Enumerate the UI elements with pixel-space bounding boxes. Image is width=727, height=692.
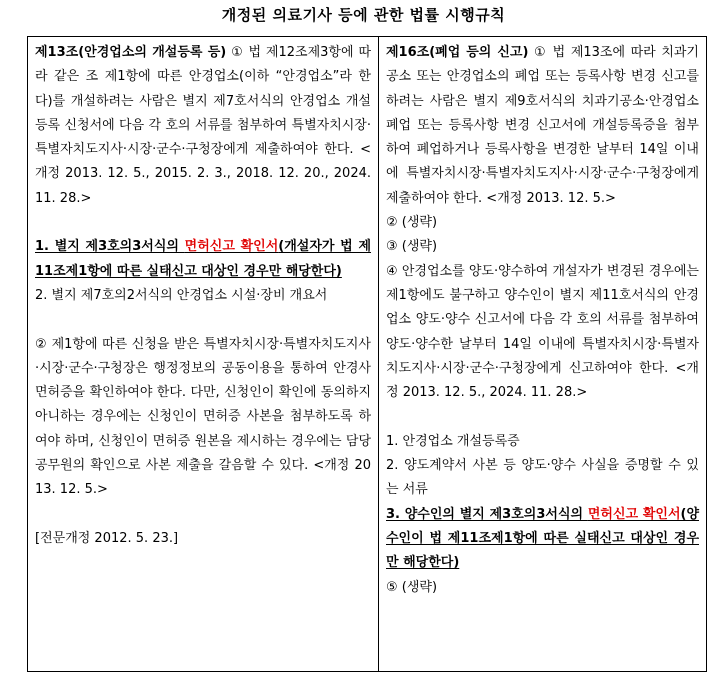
- comparison-table: [27, 36, 707, 672]
- article-13-paragraph-1: [35, 41, 371, 211]
- article-13-paragraph-1-text: ① 법 제12조제3항에 따라 같은 조 제1항에 따른 안경업소(이하 “안경업소”라 한다)를 개설하려는 사람은 별지 제7호서식의 안경업소 개설등록 신청서에 다음 각 호의 서류를 첨부하여 특별자치시장·특별자치도지사·시장·군수·구청장에게 제출하여야 한다. <개정 2013. 12. 5., 2015. 2. 3., 2018. 12. 20., 2024. 11. 28.>: [35, 45, 371, 206]
- spacer: [35, 503, 371, 527]
- article-16-paragraph-4: ④ 안경업소를 양도·양수하여 개설자가 변경된 경우에는 제1항에도 불구하고 양수인이 별지 제11호서식의 안경업소 양도·양수 신고서에 다음 각 호의 서류를 첨부하여 양도·양수한 날부터 14일 이내에 특별자치시장·특별자치도지사·시장·군수·구청장에게 신고하여야 한다. <개정 2013. 12. 5., 2024. 11. 28.>: [386, 263, 699, 401]
- spacer: [35, 308, 371, 332]
- article-13-cell: [28, 37, 379, 672]
- article-16-heading: 제16조(폐업 등의 신고): [386, 45, 529, 60]
- article-13-heading: 제13조(안경업소의 개설등록 등): [35, 45, 227, 60]
- spacer: [35, 211, 371, 235]
- article-16-paragraph-2: ② (생략): [386, 215, 438, 231]
- license-report-certificate-highlight: 면허신고 확인서: [184, 239, 279, 255]
- article-16-paragraph-1-text: ① 법 제13조에 따라 치과기공소 또는 안경업소의 폐업 또는 등록사항 변경 신고를 하려는 사람은 별지 제9호서식의 치과기공소·안경업소 폐업 또는 등록사항 변경 신고서에 개설등록증을 첨부하여 폐업하거나 등록사항을 변경한 날부터 14일 이내에 특별자치시장·특별자치도지사·시장·군수·구청장에게 제출하여야 한다. <개정 2013. 12. 5.>: [386, 45, 699, 206]
- article-16-item-1: 1. 안경업소 개설등록증: [386, 433, 520, 449]
- article-16-paragraph-5: ⑤ (생략): [386, 579, 438, 595]
- article-16-cell: [379, 37, 707, 672]
- article-16-paragraph-1: [386, 41, 699, 211]
- article-16-item-3: [386, 503, 699, 576]
- article-13-item-2: 2. 별지 제7호의2서식의 안경업소 시설·장비 개요서: [35, 287, 328, 303]
- item-3-text-a: 3. 양수인의 별지 제3호의3서식의: [386, 506, 588, 522]
- article-16-paragraph-3: ③ (생략): [386, 239, 438, 255]
- item-3-text-b: (양수인이 법 제11조제1항에 따른 실태신고 대상인 경우만 해당한다): [386, 506, 699, 571]
- full-amendment-note: [전문개정 2012. 5. 23.]: [35, 530, 179, 546]
- license-report-certificate-highlight: 면허신고 확인서: [587, 506, 681, 522]
- spacer: [386, 405, 699, 429]
- article-13-paragraph-2: ② 제1항에 따른 신청을 받은 특별자치시장·특별자치도지사·시장·군수·구청장은 행정정보의 공동이용을 통하여 안경사 면허증을 확인하여야 한다. 다만, 신청인이 확인에 동의하지 아니하는 경우에는 신청인이 면허증 사본을 첨부하도록 하여야 하며, 신청인이 면허증 원본을 제시하는 경우에는 담당공무원의 확인으로 사본 제출을 갈음할 수 있다. <개정 2013. 12. 5.>: [35, 336, 371, 498]
- document-title: 개정된 의료기사 등에 관한 법률 시행규칙: [221, 6, 506, 24]
- table-row: [28, 37, 707, 672]
- item-1-text-b: (개설자가 법 제11조제1항에 따른 실태신고 대상인 경우만 해당한다): [35, 239, 372, 279]
- item-1-text-a: 1. 별지 제3호의3서식의: [35, 239, 185, 255]
- article-13-item-1: [35, 235, 371, 284]
- article-16-item-2: 2. 양도계약서 사본 등 양도·양수 사실을 증명할 수 있는 서류: [386, 458, 699, 498]
